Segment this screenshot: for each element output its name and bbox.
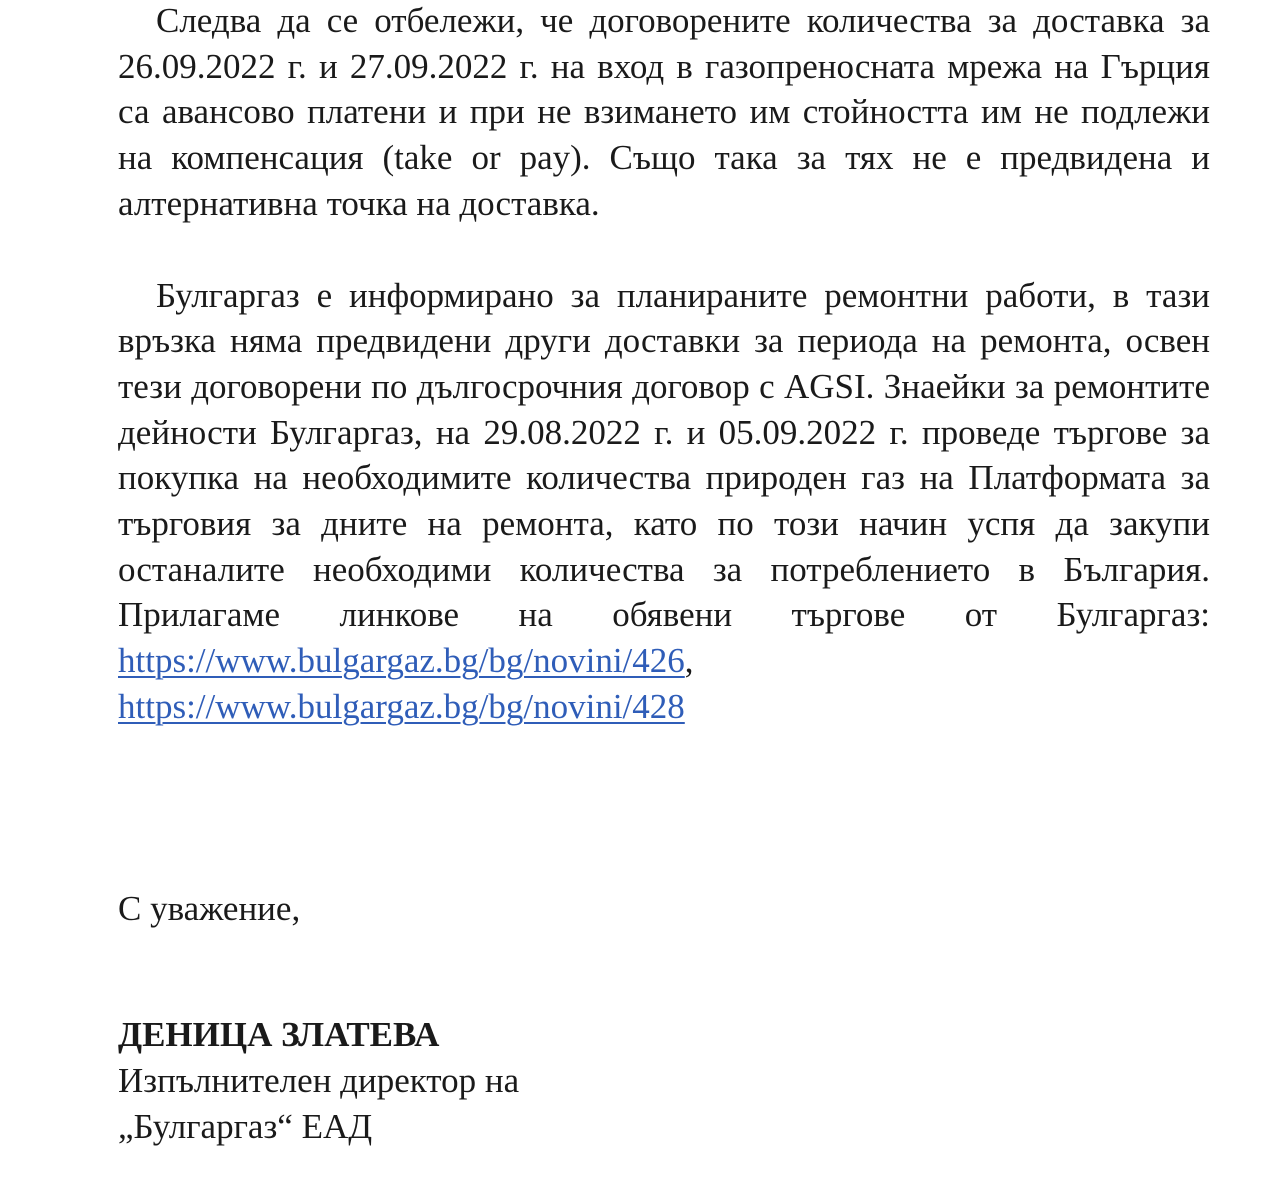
signatory-title: Изпълнителен директор на: [118, 1061, 520, 1100]
paragraph-repair-info: [118, 273, 1210, 730]
link-novini-428[interactable]: https://www.bulgargaz.bg/bg/novini/428: [118, 686, 685, 726]
link-separator: ,: [684, 641, 694, 681]
signatory-company: „Булгаргаз“ ЕАД: [118, 1107, 373, 1146]
closing-salutation: С уважение,: [118, 889, 301, 928]
signatory-name: ДЕНИЦА ЗЛАТЕВА: [118, 1015, 440, 1054]
signature-block: [118, 1012, 519, 1150]
paragraph-repair-text: Булгаргаз е информирано за планираните ремонтни работи, в тази връзка няма предвидени други доставки за периода на ремонта, освен тези договорени по дългосрочния договор с AGSI. Знаейки за ремонтите дейности Булгаргаз, на 29.08.2022 г. и 05.09.2022 г. проведе търгове за покупка на необходимите количества природен газ на Платформата за търговия за дните на ремонта, като по този начин успя да закупи останалите необходими количества за потреблението в България. Прилагаме линкове на обявени търгове от Булгаргаз:: [118, 275, 1210, 635]
paragraph-delivery-note: Следва да се отбележи, че договорените количества за доставка за 26.09.2022 г. и 27.09.2022 г. на вход в газопреносната мрежа на Гърция са авансово платени и при не взимането им стойността им не подлежи на компенсация (take or pay). Също така за тях не е предвидена и алтернативна точка на доставка.: [118, 1, 1210, 223]
link-novini-426[interactable]: https://www.bulgargaz.bg/bg/novini/426: [118, 641, 685, 681]
letter-body: [118, 0, 1210, 1146]
